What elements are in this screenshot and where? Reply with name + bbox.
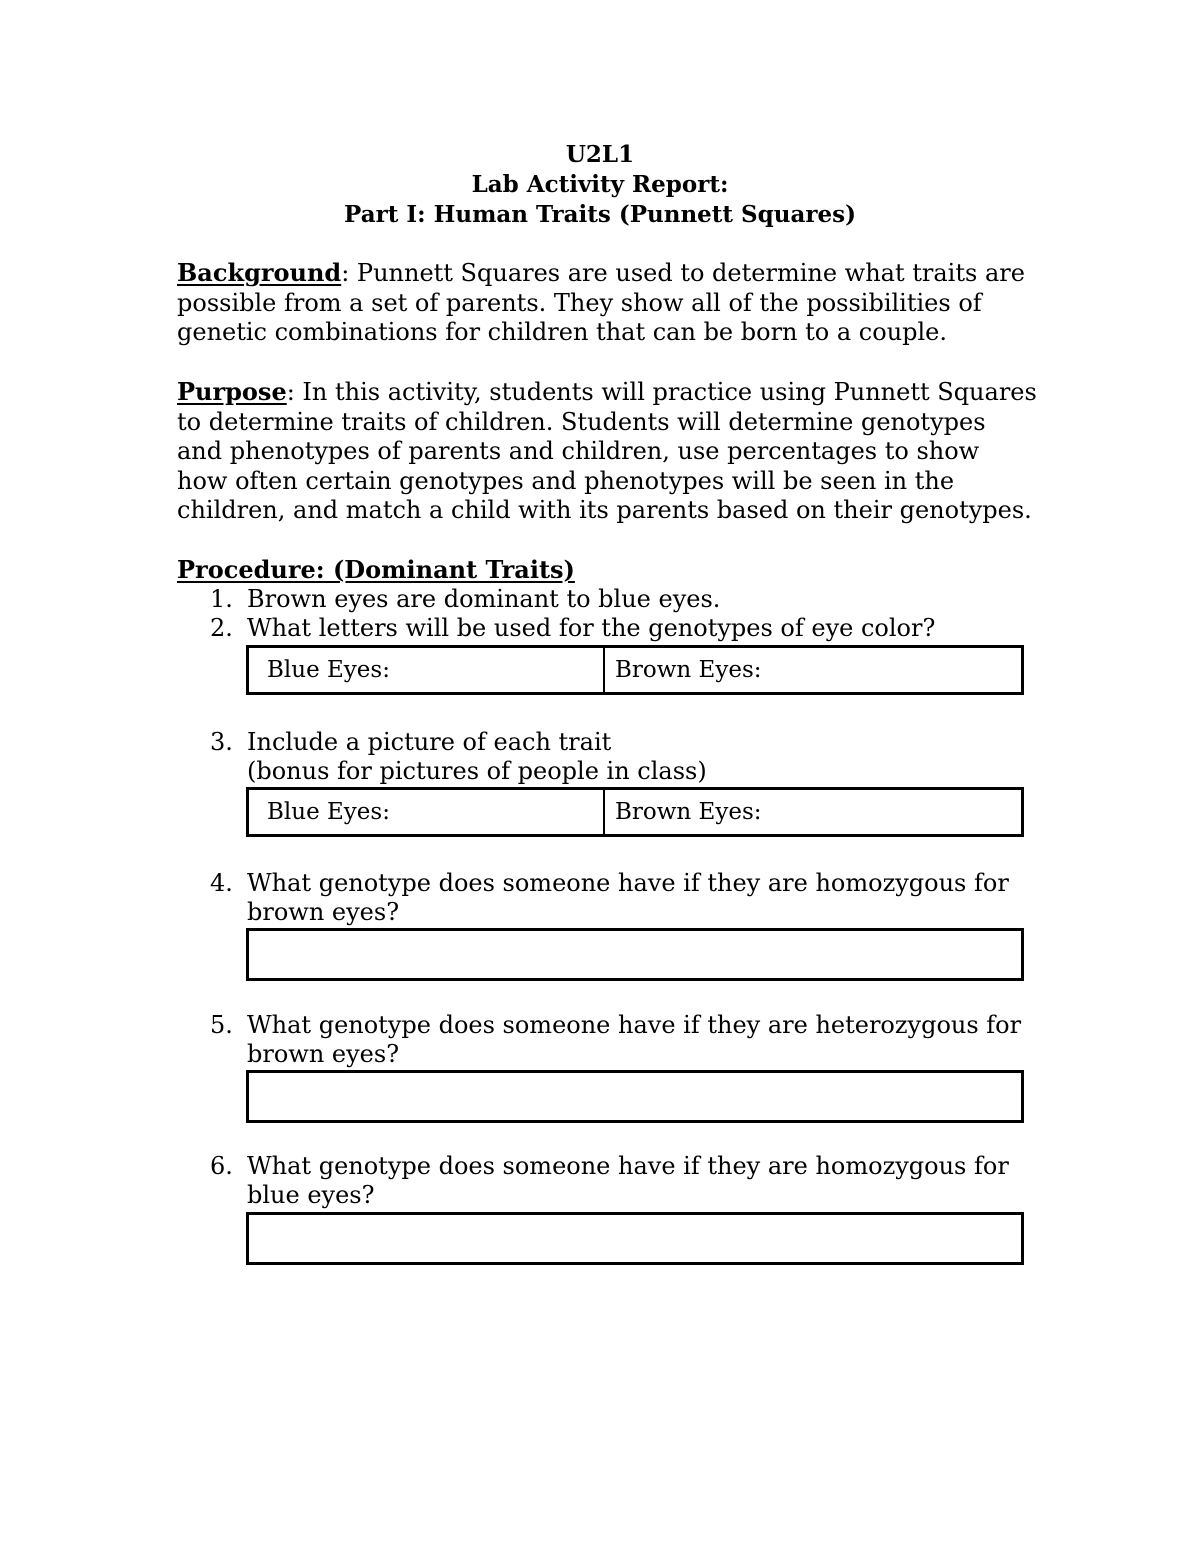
doc-code: U2L1 xyxy=(565,141,635,168)
brown-eyes-picture-cell[interactable] xyxy=(605,790,1021,834)
eye-color-letters-table xyxy=(246,645,1024,695)
background-label: Background xyxy=(177,258,342,287)
item-number: 4. xyxy=(210,869,233,897)
procedure-heading xyxy=(177,555,1037,586)
item-text: Brown eyes are dominant to blue eyes. xyxy=(247,585,721,613)
blue-eyes-label: Blue Eyes: xyxy=(267,799,390,825)
item-text: What genotype does someone have if they are heterozygous for brown eyes? xyxy=(247,1011,1022,1068)
eye-picture-table xyxy=(246,787,1024,837)
brown-eyes-cell[interactable] xyxy=(605,648,1021,692)
doc-subtitle: Lab Activity Report: xyxy=(471,171,729,198)
blue-eyes-label: Blue Eyes: xyxy=(267,657,390,683)
answer-box-q6[interactable] xyxy=(246,1212,1024,1265)
item-number: 5. xyxy=(210,1011,233,1039)
item-number: 1. xyxy=(210,585,233,613)
background-text: : Punnett Squares are used to determine what traits are possible from a set of parents. They show all of the possibilities of genetic combinations for children that can be born to a couple. xyxy=(177,259,1025,346)
brown-eyes-label: Brown Eyes: xyxy=(615,799,762,825)
item-number: 2. xyxy=(210,614,233,642)
item-text: What genotype does someone have if they are homozygous for blue eyes? xyxy=(247,1152,1009,1209)
item-text: What genotype does someone have if they are homozygous for brown eyes? xyxy=(247,869,1009,926)
blue-eyes-picture-cell[interactable] xyxy=(249,790,605,834)
list-item xyxy=(210,869,1030,929)
answer-box-q4[interactable] xyxy=(246,928,1024,981)
item-bonus-text: (bonus for pictures of people in class) xyxy=(247,757,707,785)
item-text: What letters will be used for the genotypes of eye color? xyxy=(247,614,936,642)
background-paragraph xyxy=(177,258,1037,348)
item-number: 3. xyxy=(210,728,233,756)
list-item xyxy=(210,1011,1030,1071)
item-number: 6. xyxy=(210,1152,233,1180)
procedure-heading-text: Procedure: (Dominant Traits) xyxy=(177,555,575,584)
item-text: Include a picture of each trait xyxy=(247,728,612,756)
purpose-text: : In this activity, students will practice using Punnett Squares to determine traits of children. Students will determine genotypes and phenotypes of parents and children, use percentages to show how often certain genotypes and phenotypes will be seen in the children, and match a child with its parents based on their genotypes. xyxy=(177,378,1037,524)
purpose-label: Purpose xyxy=(177,377,287,406)
page-title: Part I: Human Traits (Punnett Squares) xyxy=(344,201,856,228)
list-item xyxy=(210,1152,1030,1212)
purpose-paragraph xyxy=(177,377,1037,526)
brown-eyes-label: Brown Eyes: xyxy=(615,657,762,683)
blue-eyes-cell[interactable] xyxy=(249,648,605,692)
answer-box-q5[interactable] xyxy=(246,1070,1024,1123)
